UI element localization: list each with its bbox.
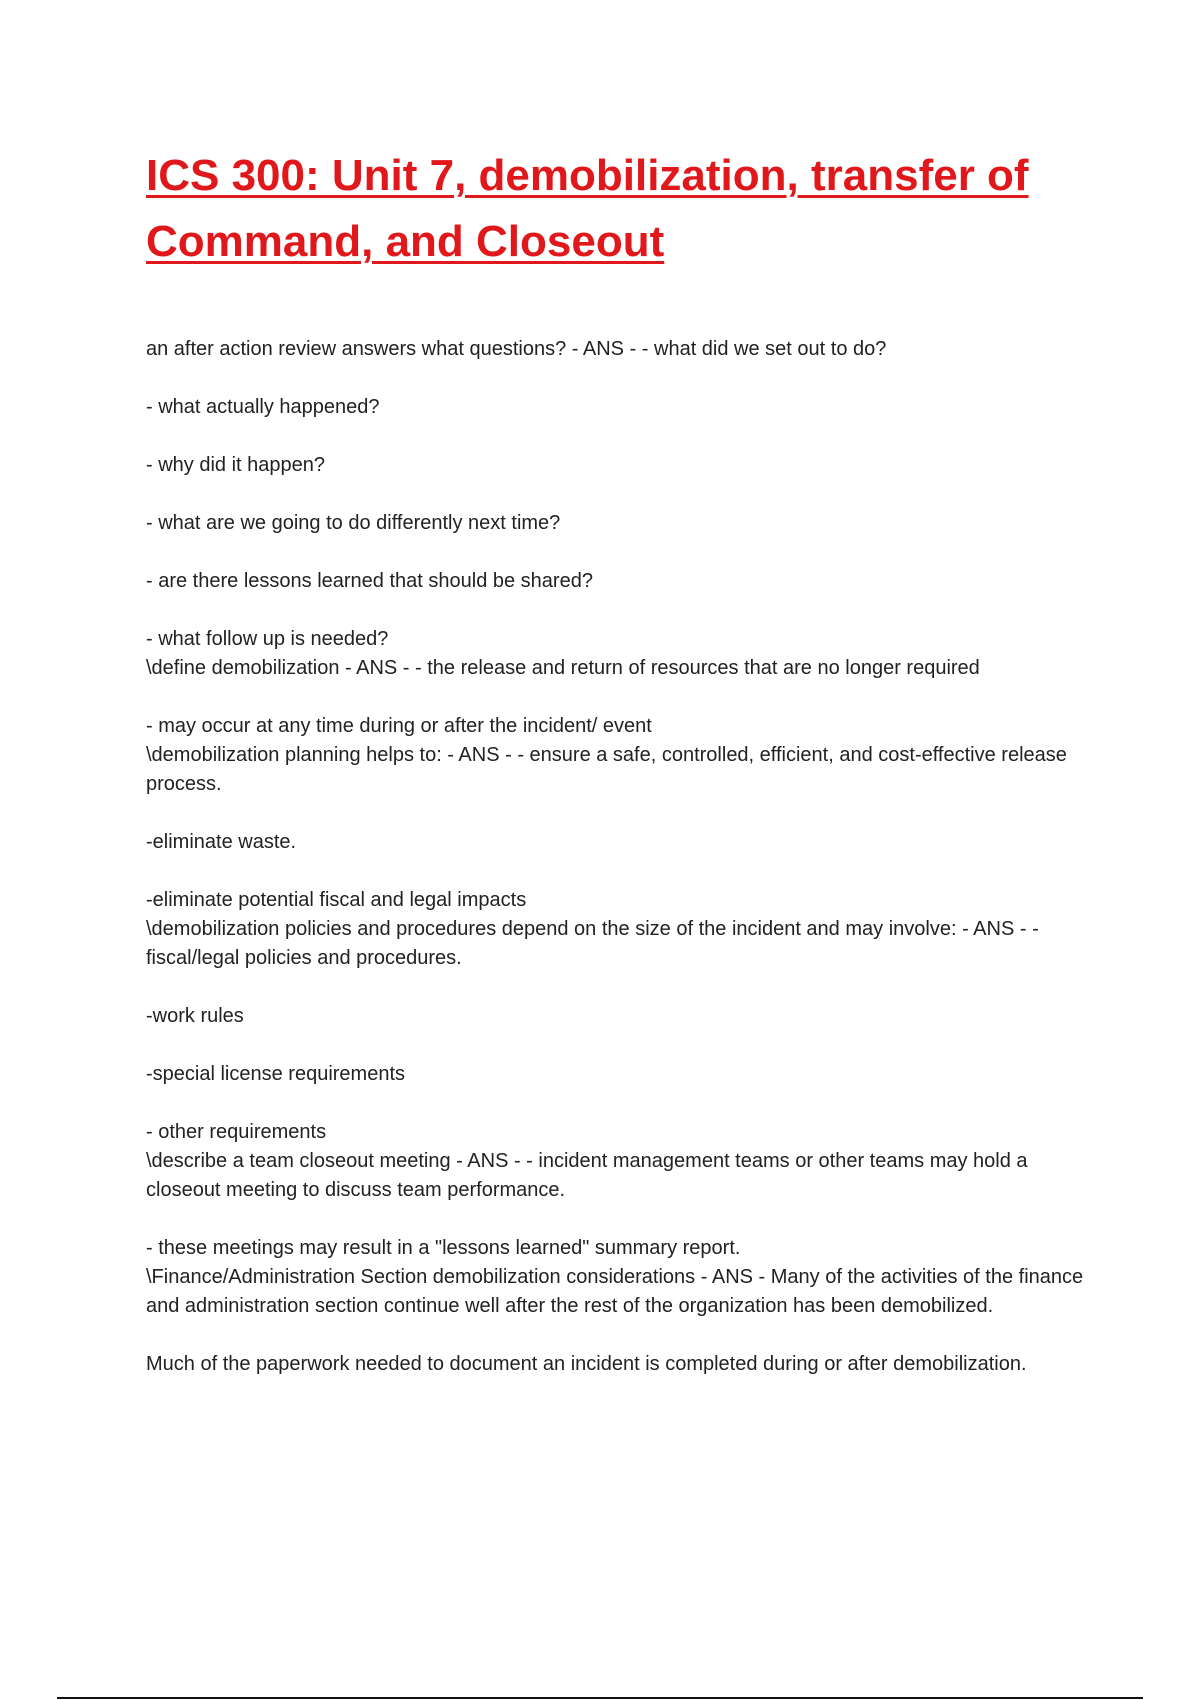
paragraph-license-requirements: -special license requirements xyxy=(146,1063,406,1085)
paragraph-policies-procedures: -eliminate potential fiscal and legal impacts \demobilization policies and procedures depend on the size of the incident and may involve: - ANS - - fiscal/legal policies and procedures. xyxy=(146,889,1039,969)
paragraph-differently: - what are we going to do differently next time? xyxy=(146,512,561,534)
document-title: ICS 300: Unit 7, demobilization, transfer of Command, and Closeout xyxy=(146,151,1029,266)
paragraph-work-rules: -work rules xyxy=(146,1005,244,1027)
paragraph-why-happen: - why did it happen? xyxy=(146,454,326,476)
paragraph-paperwork: Much of the paperwork needed to document an incident is completed during or after demobilization. xyxy=(146,1353,1027,1375)
paragraph-eliminate-waste: -eliminate waste. xyxy=(146,831,297,853)
paragraph-define-demobilization: - what follow up is needed? \define demobilization - ANS - - the release and return of resources that are no longer required xyxy=(146,628,980,679)
paragraph-finance-admin: - these meetings may result in a "lessons learned" summary report. \Finance/Administration Section demobilization considerations - ANS - Many of the activities of the finance and administration section continue well after the rest of the organization has been demobilized. xyxy=(146,1237,1084,1317)
paragraph-what-happened: - what actually happened? xyxy=(146,396,380,418)
footer-divider xyxy=(57,1697,1143,1699)
paragraph-closeout-meeting: - other requirements \describe a team closeout meeting - ANS - - incident management teams or other teams may hold a closeout meeting to discuss team performance. xyxy=(146,1121,1028,1201)
paragraph-demobilization-planning: - may occur at any time during or after the incident/ event \demobilization planning helps to: - ANS - - ensure a safe, controlled, efficient, and cost-effective release process. xyxy=(146,715,1067,795)
paragraph-after-action-review: an after action review answers what questions? - ANS - - what did we set out to do? xyxy=(146,338,887,360)
paragraph-lessons: - are there lessons learned that should be shared? xyxy=(146,570,593,592)
document-body xyxy=(146,335,1106,1408)
